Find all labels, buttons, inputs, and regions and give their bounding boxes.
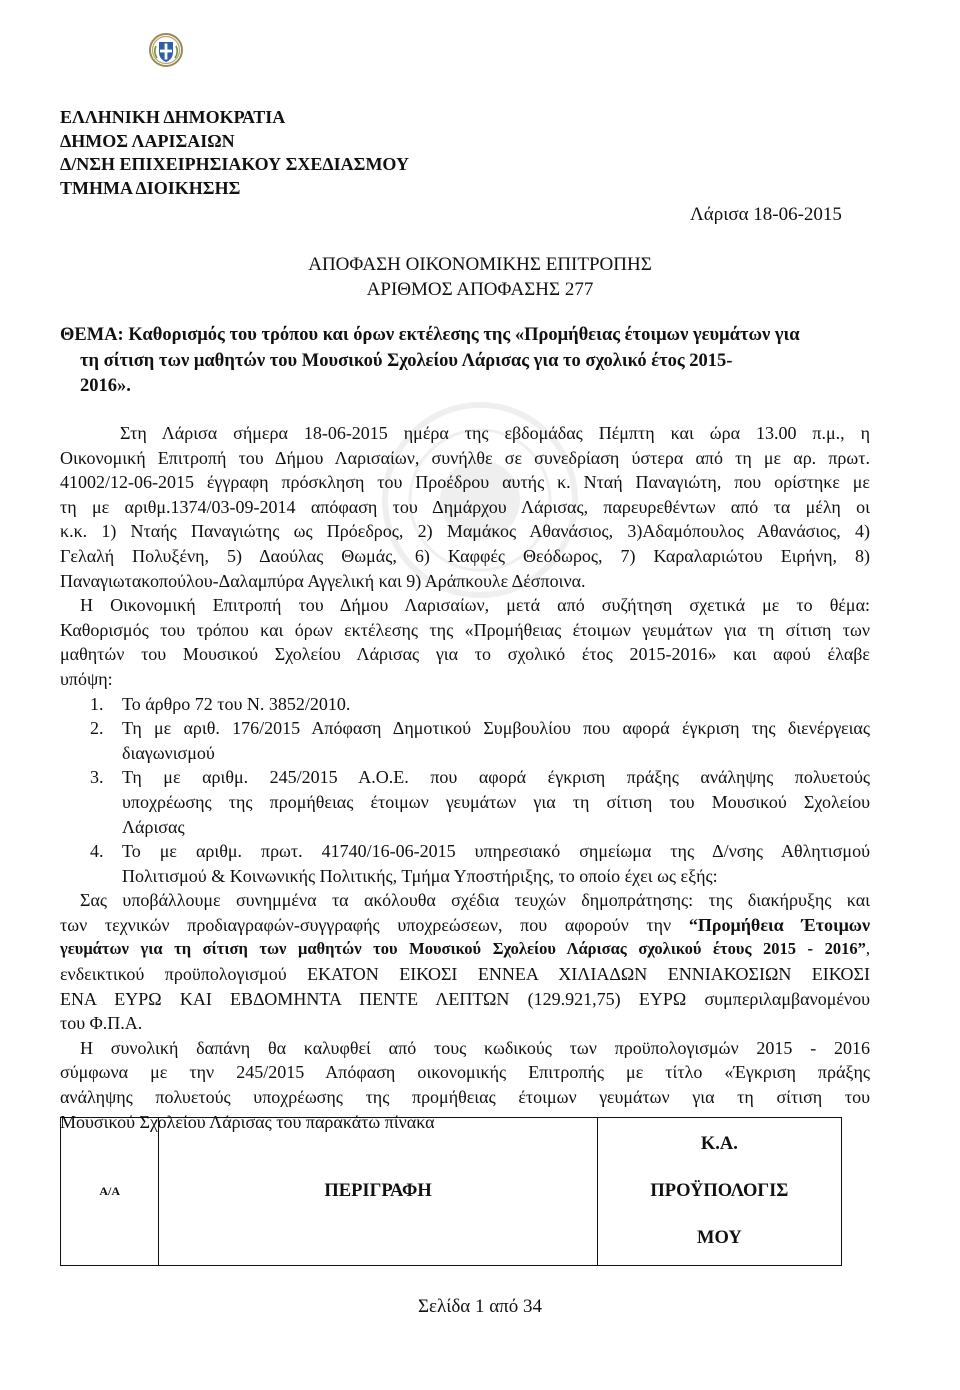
text-line: υποχρέωσης της προμήθειας έτοιμων γευμάτων για τη σίτιση του Μουσικού Σχολείου (122, 791, 870, 812)
list-item (60, 839, 870, 888)
decision-title-line: ΑΠΟΦΑΣΗ ΟΙΚΟΝΟΜΙΚΗΣ ΕΠΙΤΡΟΠΗΣ (308, 254, 652, 275)
budget-code-table (60, 1117, 842, 1266)
decision-number: ΑΡΙΘΜΟΣ ΑΠΟΦΑΣΗΣ 277 (366, 279, 594, 300)
text-segment: των τεχνικών προδιαγραφών-συγγραφής υποχρεώσεων, που αφορούν την (60, 914, 689, 935)
text-line: Τη με αριθ. 176/2015 Απόφαση Δημοτικού Συμβουλίου που αφορά έγκριση της διενέργειας (122, 718, 870, 739)
text-line: Τη με αριθμ. 245/2015 Α.Ο.Ε. που αφορά έγκριση πράξης ανάληψης πολυετούς (122, 767, 870, 788)
paragraph-tender-documents (60, 888, 870, 1036)
header-text: ΠΡΟΫΠΟΛΟΓΙΣ (650, 1181, 789, 1201)
text-line: 41002/12-06-2015 έγγραφη πρόσκληση του Προέδρου αυτής κ. Νταή Παναγιώτη, που ορίστηκε με (60, 472, 870, 493)
header-line: ΕΛΛΗΝΙΚΗ ΔΗΜΟΚΡΑΤΙΑ (60, 107, 286, 127)
issuer-header (60, 106, 409, 200)
bold-segment: γευμάτων για τη σίτιση των μαθητών του Μουσικού Σχολείου Λάρισας σχολικού έτους 2015 - 2016” (60, 939, 866, 959)
list-item (60, 716, 870, 765)
text-line: Στη Λάρισα σήμερα 18-06-2015 ημέρα της εβδομάδας Πέμπτη και ώρα 13.00 π.μ., η (120, 423, 870, 443)
subject-line: τη σίτιση των μαθητών του Μουσικού Σχολείου Λάρισας για το σχολικό έτος 2015- (80, 350, 733, 371)
text-line: Το άρθρο 72 του Ν. 3852/2010. (122, 693, 351, 714)
text-line: Μουσικού Σχολείου Λάρισας του παρακάτω πίνακα (60, 1111, 435, 1132)
text-line: Λάρισας (122, 816, 185, 837)
text-line (60, 913, 870, 938)
header-text: ΜΟΥ (697, 1228, 742, 1248)
text-line: σύμφωνα με την 245/2015 Απόφαση οικονομικής Επιτροπής με τίτλο «Έγκριση πράξης (60, 1062, 870, 1083)
subject-line: ΘΕΜΑ: Καθορισμός του τρόπου και όρων εκτέλεσης της «Προμήθειας έτοιμων γευμάτων για (60, 325, 800, 345)
bold-segment: “Προμήθεια Έτοιμων (688, 914, 870, 935)
text-line: τη με αριθμ.1374/03-09-2014 απόφαση του Δημάρχου Λάρισας, παρευρεθέντων από τα μέλη οι (60, 496, 870, 517)
column-header-description: ΠΕΡΙΓΡΑΦΗ (159, 1118, 597, 1266)
text-line: Σας υποβάλλουμε συνημμένα τα ακόλουθα σχέδια τευχών δημοπράτησης: της διακήρυξης και (80, 890, 870, 911)
table-header-row (61, 1118, 842, 1266)
text-line: υπόψη: (60, 668, 113, 689)
text-line: Η Οικονομική Επιτροπή του Δήμου Λαρισαίων, μετά από συζήτηση σχετικά με το θέμα: (80, 595, 870, 616)
greek-coat-of-arms-icon (148, 32, 184, 68)
subject-block (60, 323, 870, 400)
text-line: Οικονομική Επιτροπή του Δήμου Λαρισαίων, συνήλθε σε συνεδρίαση ύστερα από τη με αρ. πρωτ. (60, 447, 870, 468)
document-body (60, 421, 870, 1134)
paragraph-attendance (60, 421, 870, 593)
text-line: ΕΝΑ ΕΥΡΩ ΚΑΙ ΕΒΔΟΜΗΝΤΑ ΠΕΝΤΕ ΛΕΠΤΩΝ (129.921,75) ΕΥΡΩ συμπεριλαμβανομένου (60, 988, 870, 1009)
text-line: ανάληψης πολυετούς υποχρέωσης της προμήθειας έτοιμων γευμάτων για τη σίτιση του (60, 1087, 870, 1108)
header-text: Κ.Α. (700, 1134, 738, 1154)
text-line: Γελαλή Πολυξένη, 5) Δαούλας Θωμάς, 6) Καφφές Θεόδωρος, 7) Καραλαριώτου Ειρήνη, 8) (60, 545, 870, 566)
text-line: Πολιτισμού & Κοινωνικής Πολιτικής, Τμήμα Υποστήριξης, το οποίο έχει ως εξής: (122, 865, 718, 886)
list-item (60, 765, 870, 839)
document-date: Λάρισα 18-06-2015 (690, 204, 842, 225)
text-line: Παναγιωτακοπούλου-Δαλαμπύρα Αγγελική και 9) Αράπκουλε Δέσποινα. (60, 570, 586, 591)
subject-line: 2016». (80, 376, 131, 396)
paragraph-consideration (60, 593, 870, 691)
text-line: μαθητών του Μουσικού Σχολείου Λάρισας για το σχολικό έτος 2015-2016» και αφού έλαβε (60, 644, 870, 665)
column-header-aa: Α/Α (61, 1118, 159, 1266)
list-item (60, 692, 870, 717)
text-line: Καθορισμός του τρόπου και όρων εκτέλεσης της «Προμήθειας έτοιμων γευμάτων για τη σίτιση των (60, 619, 870, 640)
list-item-number: 3. (90, 767, 104, 788)
page-number: Σελίδα 1 από 34 (417, 1296, 543, 1317)
text-line: Η συνολική δαπάνη θα καλυφθεί από τους κωδικούς των προϋπολογισμών 2015 - 2016 (80, 1037, 870, 1058)
text-line: του Φ.Π.Α. (60, 1013, 143, 1034)
list-item-number: 4. (90, 841, 104, 862)
text-line: κ.κ. 1) Νταής Παναγιώτης ως Πρόεδρος, 2) Μαμάκος Αθανάσιος, 3)Αδαμόπουλος Αθανάσιος, 4) (60, 521, 870, 542)
text-segment: , (865, 939, 870, 959)
list-item-number: 2. (90, 718, 104, 739)
list-item-number: 1. (90, 693, 104, 714)
text-line: διαγωνισμού (122, 742, 215, 763)
header-line: ΤΜΗΜΑ ΔΙΟΙΚΗΣΗΣ (60, 177, 241, 198)
decision-title (0, 252, 960, 302)
text-line (60, 937, 870, 962)
text-line: ενδεικτικού προϋπολογισμού ΕΚΑΤΟΝ ΕΙΚΟΣΙ ΕΝΝΕΑ ΧΙΛΙΑΔΩΝ ΕΝΝΙΑΚΟΣΙΩΝ ΕΙΚΟΣΙ (60, 964, 870, 985)
considered-items-list (60, 692, 870, 889)
header-line: Δ/ΝΣΗ ΕΠΙΧΕΙΡΗΣΙΑΚΟΥ ΣΧΕΔΙΑΣΜΟΥ (60, 154, 409, 174)
header-line: ΔΗΜΟΣ ΛΑΡΙΣΑΙΩΝ (60, 130, 235, 151)
column-header-budget-code (597, 1118, 841, 1266)
text-line: Το με αριθμ. πρωτ. 41740/16-06-2015 υπηρεσιακό σημείωμα της Δ/νσης Αθλητισμού (122, 841, 870, 862)
